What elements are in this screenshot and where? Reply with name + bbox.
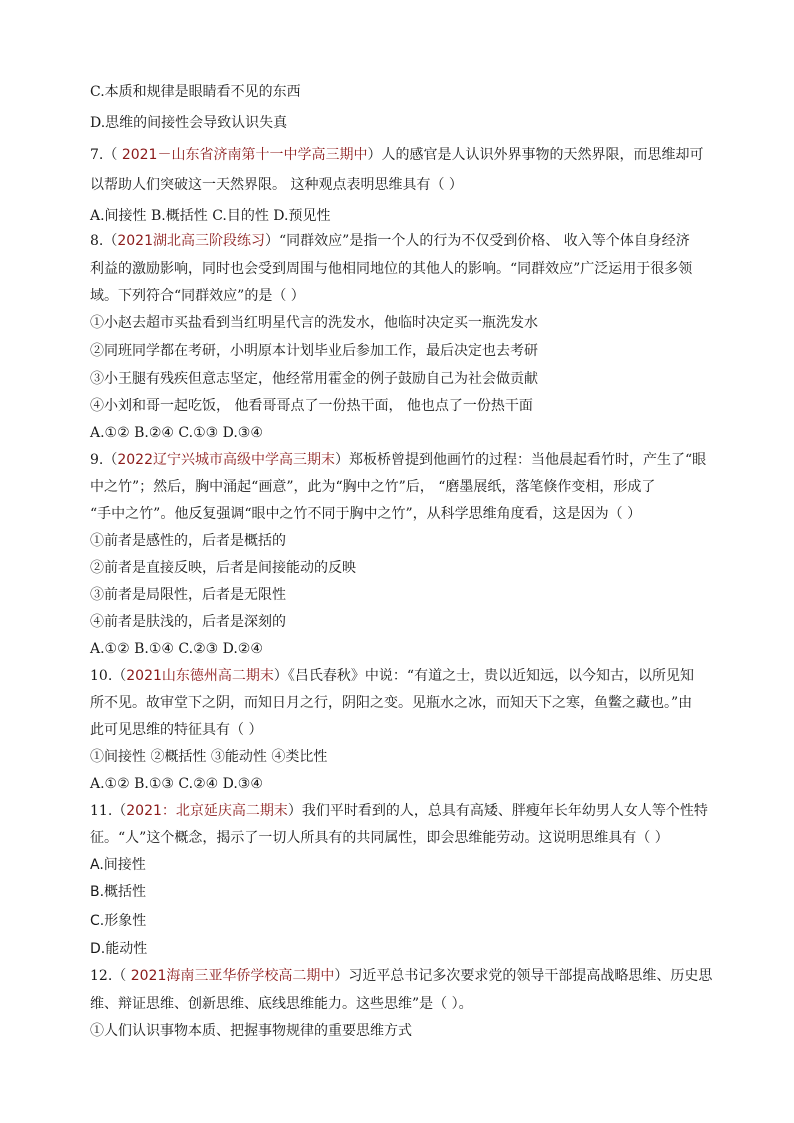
statement-4: ④小刘和哥一起吃饭， 他看哥哥点了一份热干面， 他也点了一份热干面 — [90, 398, 533, 414]
question-number: 8.（ — [90, 233, 118, 249]
question-source: 2022辽宁兴城市高级中学高三期末 — [117, 452, 335, 468]
statement-list: ①间接性 ②概括性 ③能动性 ④类比性 — [90, 749, 328, 765]
question-10-stem-cont: 此可见思维的特征具有（ ） — [90, 722, 263, 738]
question-9-stem-cont: 中之竹”；然后，胸中涌起“画意”，此为“胸中之竹”后， “磨墨展纸，落笔倏作变相，形成了 — [90, 479, 656, 495]
question-7-stem-cont: 以帮助人们突破这一天然界限。 这种观点表明思维具有（ ） — [90, 177, 463, 193]
statement-1: ①小赵去超市买盐看到当红明星代言的洗发水，他临时决定买一瓶洗发水 — [90, 315, 538, 331]
question-number: 10.（ — [90, 668, 127, 684]
statement-3: ③小王腿有残疾但意志坚定，他经常用霍金的例子鼓励自己为社会做贡献 — [90, 371, 538, 387]
question-text: ）“同群效应”是指一个人的行为不仅受到价格、 收入等个体自身经济 — [265, 233, 690, 249]
question-source: 2021：北京延庆高二期末 — [126, 803, 288, 819]
question-source: 2021海南三亚华侨学校高二期中 — [130, 968, 335, 984]
question-8-stem-cont: 域。下列符合“同群效应”的是（ ） — [90, 288, 305, 304]
statement-4: ④前者是肤浅的，后者是深刻的 — [90, 614, 286, 630]
question-text: ）人的感官是人认识外界事物的天然界限，而思维却可 — [367, 147, 704, 163]
option-c: C.形象性 — [90, 913, 147, 929]
question-9-stem — [90, 451, 710, 469]
question-number: 9.（ — [90, 452, 118, 468]
question-12-stem-cont: 维、辩证思维、创新思维、底线思维能力。这些思维”是（ ）。 — [90, 996, 473, 1012]
option-d: D.能动性 — [90, 941, 148, 957]
question-source: 2021山东德州高二期末 — [126, 668, 274, 684]
question-8-stem-cont: 利益的激励影响，同时也会受到周围与他相同地位的其他人的影响。“同群效应”广泛运用于很多领 — [90, 261, 693, 277]
question-text: ）习近平总书记多次要求党的领导干部提高战略思维、历史思 — [334, 968, 713, 984]
question-10-stem — [90, 667, 710, 685]
question-source: 2021－山东省济南第十一中学高三期中 — [121, 147, 368, 163]
question-11-stem-cont: 征。“人”这个概念，揭示了一切人所具有的共同属性，即会思维能劳动。这说明思维具有（ ） — [90, 830, 669, 846]
question-7-options: A.间接性 B.概括性 C.目的性 D.预见性 — [90, 208, 331, 224]
question-8-stem — [90, 232, 710, 250]
question-10-options: A.①② B.①③ C.②④ D.③④ — [90, 776, 263, 792]
option-d: D.思维的间接性会导致认识失真 — [90, 115, 288, 131]
question-9-options: A.①② B.①④ C.②③ D.②④ — [90, 641, 263, 657]
option-b: B.概括性 — [90, 884, 147, 900]
option-a: A.间接性 — [90, 857, 146, 873]
question-text: ）郑板桥曾提到他画竹的过程：当他晨起看竹时，产生了“眼 — [335, 452, 707, 468]
question-number: 7.（ — [90, 147, 122, 163]
statement-3: ③前者是局限性，后者是无限性 — [90, 587, 286, 603]
question-11-stem — [90, 802, 710, 820]
statement-1: ①人们认识事物本质、把握事物规律的重要思维方式 — [90, 1023, 412, 1039]
statement-2: ②前者是直接反映，后者是间接能动的反映 — [90, 560, 356, 576]
question-8-options: A.①② B.②④ C.①③ D.③④ — [90, 425, 263, 441]
question-text: ）《吕氏春秋》中说：“有道之士，贵以近知远，以今知古，以所见知 — [273, 668, 695, 684]
question-7-stem — [90, 146, 710, 164]
question-number: 11.（ — [90, 803, 127, 819]
statement-2: ②同班同学都在考研，小明原本计划毕业后参加工作，最后决定也去考研 — [90, 343, 538, 359]
question-source: 2021湖北高三阶段练习 — [117, 233, 265, 249]
question-10-stem-cont: 所不见。故审堂下之阴，而知日月之行，阴阳之变。见瓶水之冰，而知天下之寒，鱼鳖之藏也。”由 — [90, 695, 693, 711]
question-9-stem-cont: “手中之竹”。他反复强调“眼中之竹不同于胸中之竹”，从科学思维角度看，这是因为（ ） — [90, 506, 642, 522]
question-12-stem — [90, 967, 713, 985]
option-c: C.本质和规律是眼睛看不见的东西 — [90, 84, 301, 100]
question-text: ）我们平时看到的人，总具有高矮、胖瘦年长年幼男人女人等个性特 — [287, 803, 708, 819]
question-number: 12.（ — [90, 968, 131, 984]
statement-1: ①前者是感性的，后者是概括的 — [90, 533, 286, 549]
